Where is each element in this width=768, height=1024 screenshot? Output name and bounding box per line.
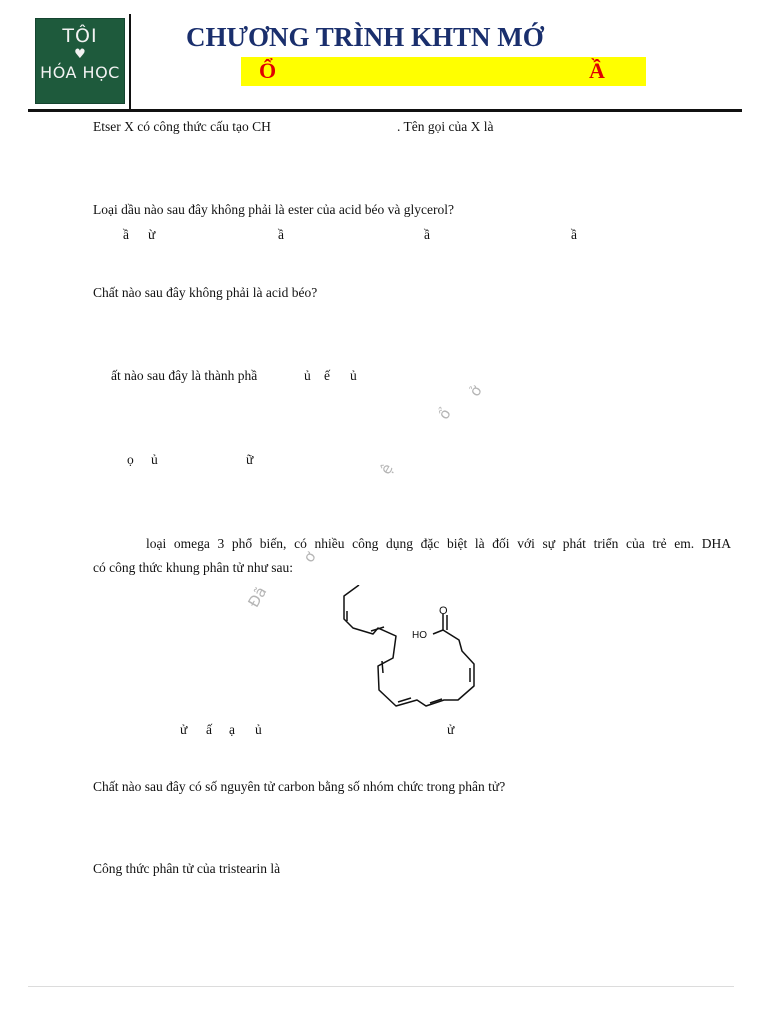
q5-paragraph bbox=[93, 532, 731, 580]
subtitle-left: Ổ bbox=[259, 58, 277, 83]
q5-fragment: ử bbox=[447, 722, 455, 737]
q5-fragment: ử bbox=[180, 722, 188, 737]
subtitle-right: Ầ bbox=[589, 58, 605, 83]
dha-structure bbox=[330, 585, 500, 715]
watermark-fragment: Đã bbox=[244, 583, 271, 611]
q2-fragment: ầ bbox=[424, 227, 430, 242]
q2-fragment: ầ bbox=[571, 227, 577, 242]
dha-hydroxyl-bond bbox=[433, 630, 443, 634]
q5-fragment: ủ bbox=[255, 722, 262, 737]
dha-double-bond bbox=[398, 698, 411, 702]
logo-line-1: TÔI bbox=[62, 25, 98, 47]
q7-text: Công thức phân tử của tristearin là bbox=[93, 861, 281, 876]
dha-hydroxyl-label: HO bbox=[412, 630, 427, 641]
q4-option-fragment: ọ bbox=[127, 452, 134, 467]
q3-text: Chất nào sau đây không phải là acid béo? bbox=[93, 285, 318, 300]
q4-fragment: ế bbox=[324, 368, 330, 383]
q2-fragment: ầ bbox=[278, 227, 284, 242]
logo bbox=[35, 18, 125, 104]
footer-divider bbox=[28, 986, 734, 987]
q5-paragraph-line-2: có công thức khung phân tử như sau: bbox=[93, 560, 294, 575]
logo-line-2: HÓA HỌC bbox=[40, 63, 120, 82]
q1-text-b: . Tên gọi của X là bbox=[397, 119, 494, 134]
q4-option-fragment: ủ bbox=[151, 452, 158, 467]
q5-fragment: ấ bbox=[206, 722, 212, 737]
q5-fragment: ạ bbox=[229, 722, 235, 737]
watermark-fragment: ơ bbox=[299, 548, 320, 566]
q2-fragment: ầ bbox=[123, 227, 129, 242]
q6-text: Chất nào sau đây có số nguyên tử carbon bằng số nhóm chức trong phân tử? bbox=[93, 779, 506, 794]
dha-oxygen-label: O bbox=[439, 605, 448, 617]
header-divider bbox=[28, 109, 742, 112]
dha-carbon-chain bbox=[344, 585, 474, 706]
q4-option-fragment: ữ bbox=[246, 452, 254, 467]
heart-icon: ♥ bbox=[74, 47, 86, 62]
watermark-fragment: ệ bbox=[376, 460, 397, 478]
q4-text: ất nào sau đây là thành phầ bbox=[111, 368, 258, 383]
watermark-fragment: ổ bbox=[434, 405, 455, 423]
page-title: CHƯƠNG TRÌNH KHTN MỚ bbox=[186, 22, 544, 52]
dha-double-bond bbox=[382, 661, 383, 673]
q4-fragment: ủ bbox=[304, 368, 311, 383]
q2-fragment: ừ bbox=[148, 227, 156, 242]
q4-fragment: ủ bbox=[350, 368, 357, 383]
q2-text: Loại dầu nào sau đây không phải là ester của acid béo và glycerol? bbox=[93, 202, 454, 217]
watermark-fragment: ở bbox=[465, 382, 486, 400]
header-vertical-divider bbox=[129, 14, 131, 110]
q1-text-a: Etser X có công thức cấu tạo CH bbox=[93, 119, 271, 134]
subtitle-banner bbox=[241, 57, 646, 86]
q5-paragraph-line-1: loại omega 3 phổ biến, có nhiều công dụng đặc biệt là đối với sự phát triển của trẻ em. DHA bbox=[146, 536, 731, 551]
